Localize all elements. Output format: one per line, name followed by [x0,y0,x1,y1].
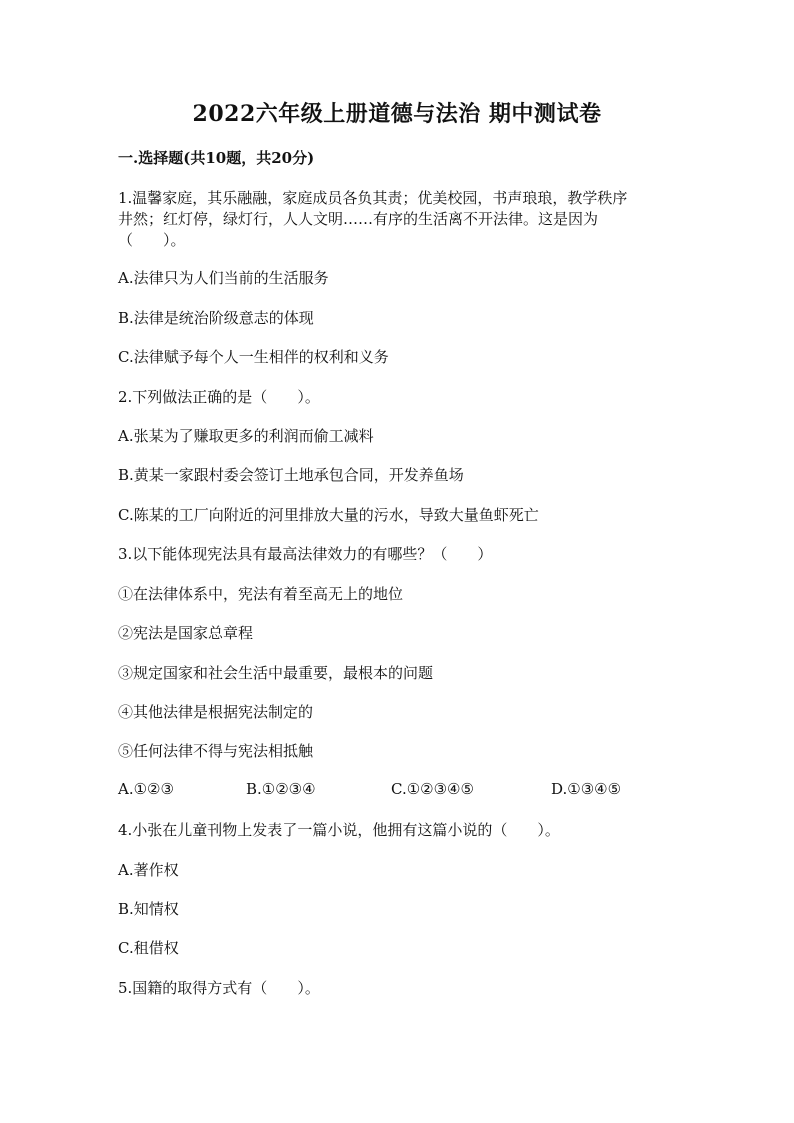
question-4-option-a: A.著作权 [118,861,179,879]
exam-title: 2022六年级上册道德与法治 期中测试卷 [192,101,602,127]
question-3-stem: 3.以下能体现宪法具有最高法律效力的有哪些？（ ） [118,545,493,563]
question-2-option-b: B.黄某一家跟村委会签订土地承包合同，开发养鱼场 [118,466,464,484]
question-3-option-d: D.①③④⑤ [551,780,622,798]
question-3-statement-5: ⑤任何法律不得与宪法相抵触 [118,742,314,760]
question-3-statement-1: ①在法律体系中，宪法有着至高无上的地位 [118,585,404,603]
question-4-option-c: C.租借权 [118,939,179,957]
question-3-option-b: B.①②③④ [246,780,316,798]
question-3-option-c: C.①②③④⑤ [391,780,474,798]
question-4-option-b: B.知情权 [118,900,179,918]
question-1-stem-line-2: 井然；红灯停，绿灯行，人人文明……有序的生活离不开法律。这是因为 [118,210,599,228]
question-3-statement-3: ③规定国家和社会生活中最重要，最根本的问题 [118,664,434,682]
question-1-option-b: B.法律是统治阶级意志的体现 [118,309,314,327]
section-heading: 一.选择题(共10题，共20分) [118,149,315,167]
question-2-option-c: C.陈某的工厂向附近的河里排放大量的污水，导致大量鱼虾死亡 [118,506,539,524]
question-3-statement-2: ②宪法是国家总章程 [118,624,254,642]
question-1-option-a: A.法律只为人们当前的生活服务 [118,269,329,287]
question-1-option-c: C.法律赋予每个人一生相伴的权利和义务 [118,348,389,366]
question-3-statement-4: ④其他法律是根据宪法制定的 [118,703,314,721]
question-4-stem: 4.小张在儿童刊物上发表了一篇小说，他拥有这篇小说的（ ）。 [118,821,560,839]
question-1-stem-line-1: 1.温馨家庭，其乐融融，家庭成员各负其责；优美校园，书声琅琅，教学秩序 [118,189,628,207]
question-3-option-a: A.①②③ [118,780,174,798]
question-1-stem-line-3: （ ）。 [118,231,186,249]
question-2-stem: 2.下列做法正确的是（ ）。 [118,388,320,406]
question-2-option-a: A.张某为了赚取更多的利润而偷工减料 [118,427,374,445]
question-5-stem: 5.国籍的取得方式有（ ）。 [118,979,320,997]
